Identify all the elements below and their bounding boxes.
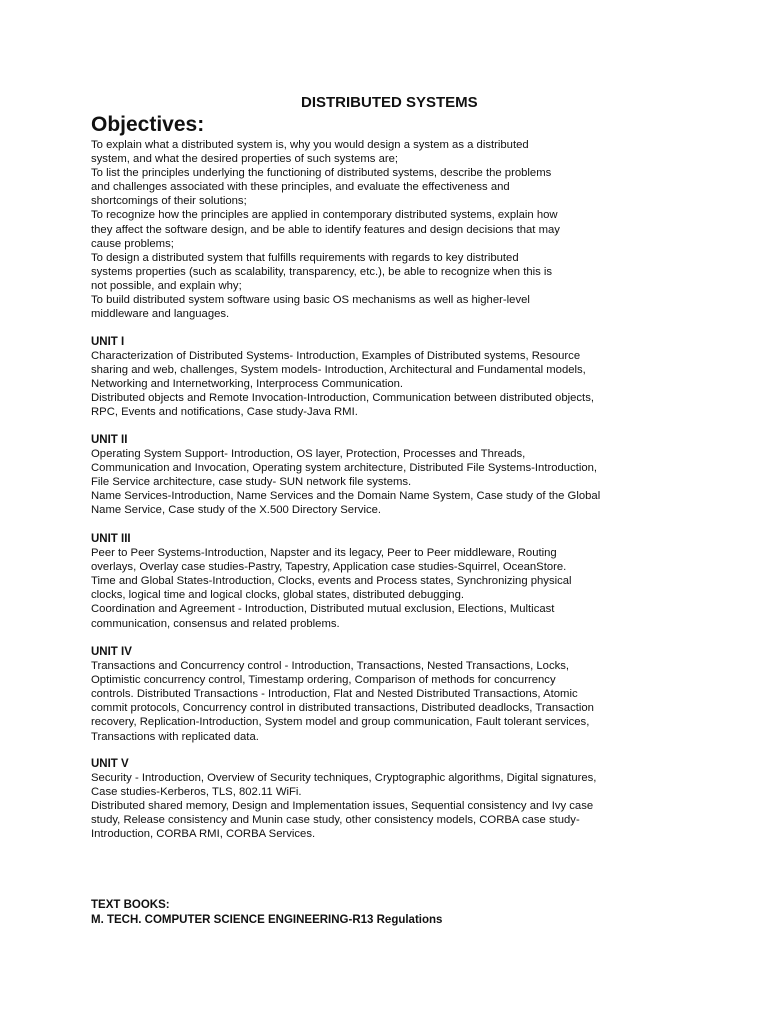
unit-line: clocks, logical time and logical clocks, global states, distributed debugging. bbox=[91, 589, 465, 602]
unit-line: RPC, Events and notifications, Case study-Java RMI. bbox=[91, 406, 358, 419]
objective-line: systems properties (such as scalability, transparency, etc.), be able to recognize when this is bbox=[91, 265, 553, 278]
unit-line: study, Release consistency and Munin case study, other consistency models, CORBA case study- bbox=[91, 814, 580, 827]
objective-line: To list the principles underlying the functioning of distributed systems, describe the problems bbox=[91, 167, 552, 180]
unit-line: Security - Introduction, Overview of Security techniques, Cryptographic algorithms, Digital signatures, bbox=[91, 772, 597, 785]
unit-heading: UNIT V bbox=[91, 758, 129, 770]
unit-line: Coordination and Agreement - Introduction, Distributed mutual exclusion, Elections, Multicast bbox=[91, 603, 555, 616]
unit-line: Time and Global States-Introduction, Clocks, events and Process states, Synchronizing physical bbox=[91, 575, 572, 588]
unit-line: Distributed shared memory, Design and Implementation issues, Sequential consistency and Ivy case bbox=[91, 800, 594, 813]
unit-line: Operating System Support- Introduction, OS layer, Protection, Processes and Threads, bbox=[91, 448, 526, 461]
objective-line: To build distributed system software using basic OS mechanisms as well as higher-level bbox=[91, 294, 530, 307]
regulations-footer: M. TECH. COMPUTER SCIENCE ENGINEERING-R13 Regulations bbox=[91, 914, 443, 926]
unit-line: Transactions and Concurrency control - Introduction, Transactions, Nested Transactions, Locks, bbox=[91, 660, 570, 673]
objective-line: cause problems; bbox=[91, 237, 174, 250]
unit-2-section bbox=[91, 433, 600, 518]
objective-line: shortcomings of their solutions; bbox=[91, 195, 247, 208]
unit-line: controls. Distributed Transactions - Introduction, Flat and Nested Distributed Transactions, Atomic bbox=[91, 688, 578, 701]
unit-line: Characterization of Distributed Systems- Introduction, Examples of Distributed systems, Resource bbox=[91, 350, 581, 363]
unit-heading: UNIT I bbox=[91, 336, 125, 348]
unit-5-section bbox=[91, 757, 596, 842]
unit-3-section bbox=[91, 532, 572, 631]
objective-line: To explain what a distributed system is, why you would design a system as a distributed bbox=[91, 139, 529, 151]
unit-line: Peer to Peer Systems-Introduction, Napster and its legacy, Peer to Peer middleware, Routing bbox=[91, 547, 557, 560]
unit-heading: UNIT III bbox=[91, 533, 131, 545]
objective-line: system, and what the desired properties of such systems are; bbox=[91, 153, 399, 166]
objectives-heading: Objectives: bbox=[91, 113, 205, 136]
objective-line: middleware and languages. bbox=[91, 308, 230, 321]
unit-line: Name Services-Introduction, Name Services and the Domain Name System, Case study of the Global bbox=[91, 490, 601, 503]
unit-1-section bbox=[91, 335, 594, 420]
objective-line: not possible, and explain why; bbox=[91, 279, 242, 292]
unit-heading: UNIT II bbox=[91, 434, 128, 446]
text-books-heading: TEXT BOOKS: bbox=[91, 899, 170, 911]
unit-line: communication, consensus and related problems. bbox=[91, 617, 340, 630]
unit-line: Communication and Invocation, Operating system architecture, Distributed File Systems-Introduction, bbox=[91, 462, 598, 475]
objective-line: To recognize how the principles are applied in contemporary distributed systems, explain how bbox=[91, 209, 558, 222]
unit-line: Case studies-Kerberos, TLS, 802.11 WiFi. bbox=[91, 786, 302, 799]
unit-line: Introduction, CORBA RMI, CORBA Services. bbox=[91, 828, 316, 841]
unit-line: sharing and web, challenges, System models- Introduction, Architectural and Fundamental models, bbox=[91, 364, 586, 377]
objective-line: and challenges associated with these principles, and evaluate the effectiveness and bbox=[91, 181, 510, 194]
unit-line: overlays, Overlay case studies-Pastry, Tapestry, Application case studies-Squirrel, OceanStore. bbox=[91, 561, 567, 574]
objective-line: they affect the software design, and be able to identify features and design decisions that may bbox=[91, 223, 560, 236]
objectives-list bbox=[91, 138, 560, 321]
unit-line: recovery, Replication-Introduction, System model and group communication, Fault tolerant services, bbox=[91, 716, 590, 729]
unit-line: Name Service, Case study of the X.500 Directory Service. bbox=[91, 504, 382, 517]
unit-heading: UNIT IV bbox=[91, 646, 132, 658]
unit-line: Networking and Internetworking, Interprocess Communication. bbox=[91, 378, 404, 391]
unit-line: Distributed objects and Remote Invocation-Introduction, Communication between distributed objects, bbox=[91, 392, 594, 405]
objective-line: To design a distributed system that fulfills requirements with regards to key distributed bbox=[91, 251, 519, 264]
unit-line: commit protocols, Concurrency control in distributed transactions, Distributed deadlocks, Transaction bbox=[91, 702, 594, 715]
unit-line: Transactions with replicated data. bbox=[91, 730, 259, 743]
document-title: DISTRIBUTED SYSTEMS bbox=[301, 94, 478, 111]
unit-line: Optimistic concurrency control, Timestamp ordering, Comparison of methods for concurrency bbox=[91, 674, 556, 687]
unit-4-section bbox=[91, 645, 594, 744]
unit-line: File Service architecture, case study- SUN network file systems. bbox=[91, 476, 412, 489]
